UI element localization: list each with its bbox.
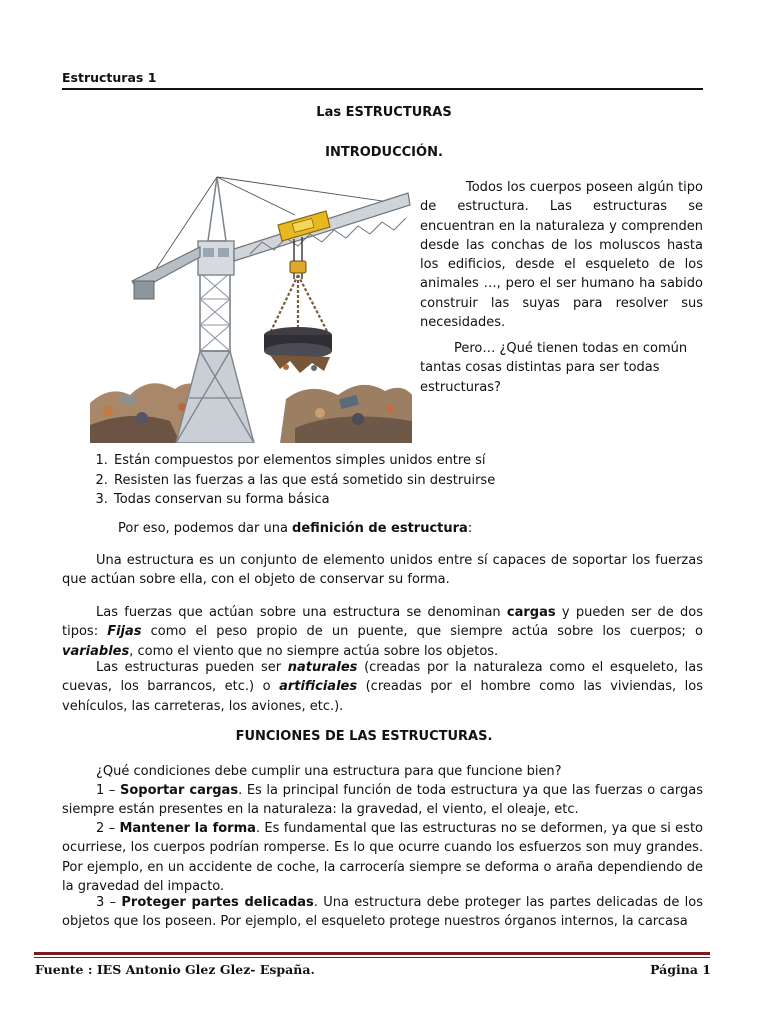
definition-text: Una estructura es un conjunto de elemento unidos entre sí capaces de soportar los fuerzas que actúan sobre ella, con el objeto de conservar su forma. (62, 553, 703, 588)
characteristics-list (88, 451, 495, 510)
main-title: Las ESTRUCTURAS (316, 105, 452, 120)
term-soportar-cargas: Soportar cargas (120, 783, 239, 798)
footer-rule-thin (34, 957, 710, 958)
footer-page-number: Página 1 (650, 962, 711, 977)
term-naturales: naturales (287, 660, 358, 675)
intro-paragraph-2: Pero… ¿Qué tienen todas en común tantas cosas distintas para ser todas estructuras? (420, 341, 688, 395)
header-rule (62, 88, 703, 90)
term-fijas: Fijas (107, 624, 142, 640)
intro-heading: INTRODUCCIÓN. (325, 145, 443, 160)
list-item: 2. Resisten las fuerzas a las que está sometido sin destruirse (112, 471, 495, 491)
functions-heading: FUNCIONES DE LAS ESTRUCTURAS. (235, 729, 493, 744)
term-proteger-partes: Proteger partes delicadas (121, 895, 314, 910)
running-header: Estructuras 1 (62, 70, 157, 85)
term-mantener-forma: Mantener la forma (119, 821, 256, 836)
types-paragraph: Las estructuras pueden ser naturales (creadas por la naturaleza como el esqueleto, las cuevas, los barrancos, etc.) o artificiales (creadas por el hombre como las viviendas, los vehículos, las carreteras, los aviones, etc.). (62, 660, 704, 714)
crane-illustration (90, 163, 412, 443)
term-variables: variables (62, 643, 130, 659)
function-2: 2 – Mantener la forma. Es fundamental que las estructuras no se deformen, ya que si esto ocurriese, los cuerpos podrían romperse. Es lo que ocurre cuando los esfuerzos son muy grandes. Por ejemplo, en un accidente de coche, la carrocería siempre se deforma o araña dependiendo de la gravedad del impacto. (62, 821, 703, 894)
loads-paragraph: Las fuerzas que actúan sobre una estructura se denominan cargas y pueden ser de dos tipos: Fijas como el peso propio de un puente, que siempre actúa sobre los cuerpos; o variables, como el viento que no siempre actúa sobre los objetos. (62, 605, 703, 659)
function-1: 1 – Soportar cargas. Es la principal función de toda estructura ya que las fuerzas o cargas siempre están presentes en la naturaleza: la gravedad, el viento, el oleaje, etc. (62, 783, 703, 818)
footer-source: Fuente : IES Antonio Glez Glez- España. (35, 962, 315, 977)
intro-paragraph-1: Todos los cuerpos poseen algún tipo de estructura. Las estructuras se encuentran en la naturaleza y comprenden desde las conchas de los moluscos hasta los edificios, desde el esqueleto de los animales …, pero el ser humano ha sabido construir las suyas para resolver sus necesidades. (420, 180, 703, 331)
functions-question: ¿Qué condiciones debe cumplir una estructura para que funcione bien? (96, 764, 562, 779)
definition-lead: Por eso, podemos dar una definición de estructura: (118, 521, 473, 536)
list-item: 1. Están compuestos por elementos simples unidos entre sí (112, 451, 495, 471)
term-cargas: cargas (506, 605, 556, 620)
term-artificiales: artificiales (279, 679, 358, 695)
function-3: 3 – Proteger partes delicadas. Una estructura debe proteger las partes delicadas de los objetos que los poseen. Por ejemplo, el esqueleto protege nuestros órganos internos, la carcasa (62, 895, 703, 930)
definition-term: definición de estructura (292, 521, 468, 536)
footer-rule (34, 952, 710, 955)
list-item: 3. Todas conservan su forma básica (112, 490, 495, 510)
